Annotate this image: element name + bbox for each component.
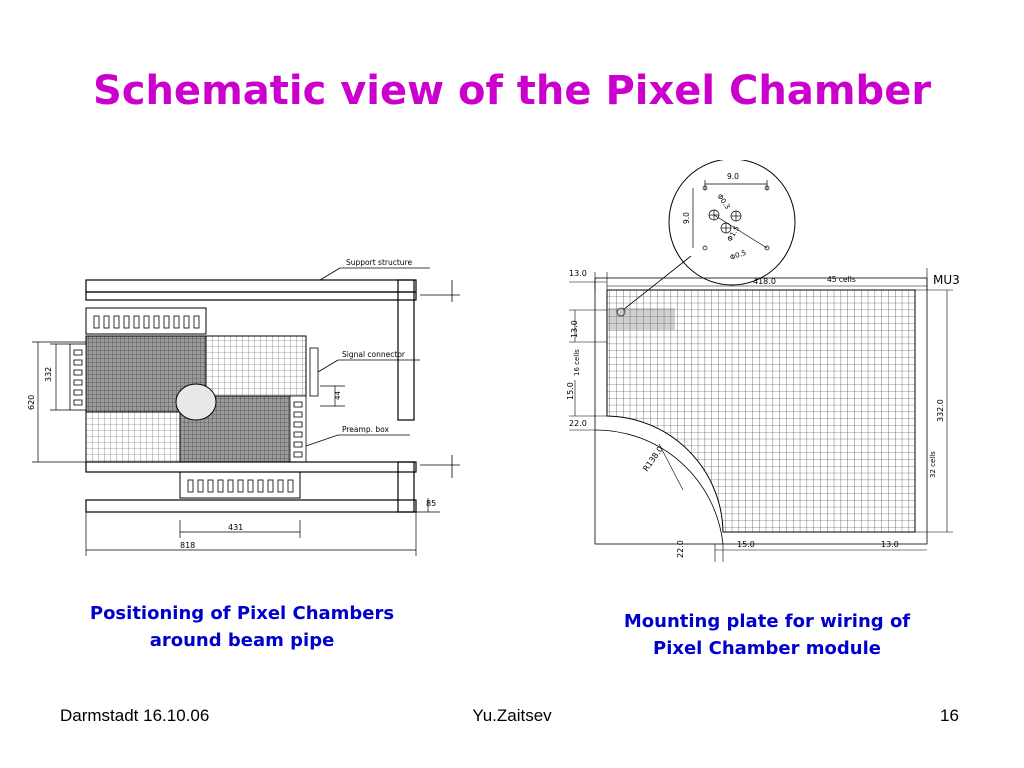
right-side-preamp-box bbox=[290, 396, 306, 462]
dim-13-0-bottom: 13.0 bbox=[881, 540, 899, 549]
dim-22-0-bottom: 22.0 bbox=[676, 540, 685, 558]
mounting-plate-drawing bbox=[555, 160, 985, 565]
dim-620: 620 bbox=[27, 394, 36, 410]
detail-dim-9-0-top: 9.0 bbox=[727, 172, 739, 181]
cells-45: 45 cells bbox=[827, 275, 856, 284]
dim-332-0: 332.0 bbox=[936, 399, 945, 422]
dim-418-0: 418.0 bbox=[753, 277, 776, 286]
footer-page-number: 16 bbox=[940, 706, 959, 725]
left-side-preamp-box bbox=[70, 344, 86, 410]
top-preamp-box bbox=[86, 308, 206, 334]
dim-818: 818 bbox=[180, 541, 196, 550]
dim-13-0-left: 13.0 bbox=[570, 320, 579, 338]
shaded-cells bbox=[607, 308, 675, 330]
signal-connector-label: Signal connector bbox=[342, 350, 405, 359]
footer-author: Yu.Zaitsev bbox=[472, 706, 552, 725]
detail-phi-0-5: Φ0.5 bbox=[728, 248, 748, 262]
detail-phi-0-3: Φ0.3 bbox=[715, 192, 732, 211]
chamber-lower-left bbox=[86, 412, 186, 462]
dim-15-0-bottom: 15.0 bbox=[737, 540, 755, 549]
dim-15-0-left: 15.0 bbox=[566, 382, 575, 400]
radius-138-0: R138.0 bbox=[641, 444, 665, 474]
module-label: MU3 bbox=[933, 273, 960, 287]
dim-13-0-top: 13.0 bbox=[569, 269, 587, 278]
chamber-upper-right bbox=[206, 336, 306, 396]
pixel-chamber-positioning-drawing bbox=[20, 250, 480, 570]
cells-16: 16 cells bbox=[573, 349, 581, 376]
detail-dim-9-0-side: 9.0 bbox=[682, 212, 691, 224]
footer-place-date: Darmstadt 16.10.06 bbox=[60, 706, 210, 725]
dim-431: 431 bbox=[228, 523, 244, 532]
support-structure-label: Support structure bbox=[346, 258, 413, 267]
bottom-preamp-box bbox=[180, 472, 300, 498]
beam-pipe bbox=[176, 384, 216, 420]
left-figure-caption: Positioning of Pixel Chambers around beam pipe bbox=[89, 603, 395, 651]
hole-detail-circle bbox=[669, 160, 795, 285]
slide-title: Schematic view of the Pixel Chamber bbox=[92, 68, 932, 114]
right-figure-caption: Mounting plate for wiring of Pixel Chamber module bbox=[623, 611, 911, 659]
preamp-box-label: Preamp. box bbox=[342, 425, 389, 434]
dim-85: 85 bbox=[426, 499, 437, 508]
detail-phi-1-5: Φ1.5 bbox=[725, 224, 742, 243]
dim-22-0-left: 22.0 bbox=[569, 419, 587, 428]
dim-44: 44 bbox=[334, 391, 342, 400]
dim-332: 332 bbox=[44, 366, 53, 382]
signal-connector bbox=[310, 348, 318, 396]
cells-32: 32 cells bbox=[929, 451, 937, 478]
